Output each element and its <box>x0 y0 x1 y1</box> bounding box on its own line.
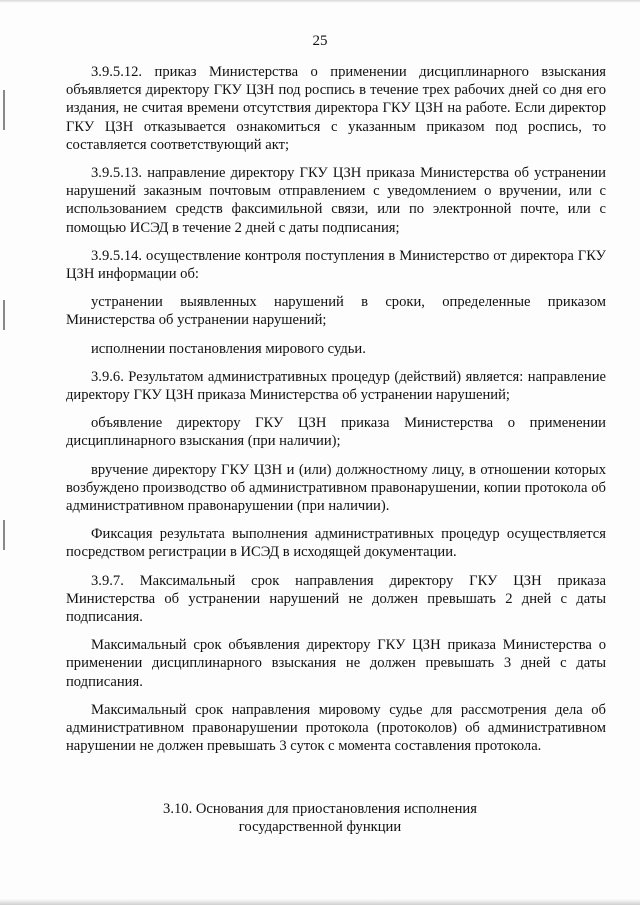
section-heading-line: 3.10. Основания для приостановления исполнения <box>163 801 477 817</box>
paragraph-3-9-5-14: 3.9.5.14. осуществление контроля поступления в Министерство от директора ГКУ ЦЗН информации об: <box>66 247 606 283</box>
paragraph-list-item: вручение директору ГКУ ЦЗН и (или) должностному лицу, в отношении которых возбуждено производство об административном правонарушении, копии протокола об административном правонарушении (при наличии). <box>66 461 606 515</box>
paragraph-list-item: исполнении постановления мирового судьи. <box>91 340 366 357</box>
paragraph-list-item: устранении выявленных нарушений в сроки, определенные приказом Министерства об устранении нарушений; <box>66 294 606 329</box>
paragraph-list-item: объявление директору ГКУ ЦЗН приказа Министерства о применении дисциплинарного взыскания (при наличии); <box>66 415 606 450</box>
paragraph-3-9-7: 3.9.7. Максимальный срок направления директору ГКУ ЦЗН приказа Министерства об устранении нарушений не должен превышать 2 дней с даты подписания. <box>66 572 606 626</box>
section-heading-line: государственной функции <box>238 819 402 836</box>
scan-bottom-edge <box>0 899 640 905</box>
paragraph-3-9-5-13: 3.9.5.13. направление директору ГКУ ЦЗН приказа Министерства об устранении нарушений заказным почтовым отправлением с уведомлением о вручении, или с использованием средств факсимильной связи, или по электронной почте, или с помощью ИСЭД в течение 2 дней с даты подписания; <box>66 165 606 236</box>
scan-margin-mark <box>3 90 5 130</box>
paragraph-3-9-5-12: 3.9.5.12. приказ Министерства о применении дисциплинарного взыскания объявляется директору ГКУ ЦЗН под роспись в течение трех рабочих дней со дня его издания, не считая времени отсутствия директора ГКУ ЦЗН на работе. Если директор ГКУ ЦЗН отказывается ознакомиться с указанным приказом под роспись, то составляется соответствующий акт; <box>66 64 606 153</box>
section-heading <box>0 800 640 837</box>
paragraph-max-term: Максимальный срок направления мировому судье для рассмотрения дела об административном правонарушении протокола (протоколов) об административном нарушении не должен превышать 3 суток с момента составления протокола. <box>66 701 606 755</box>
document-body <box>66 63 606 766</box>
page-number: 25 <box>312 33 328 49</box>
paragraph-max-term: Максимальный срок объявления директору ГКУ ЦЗН приказа Министерства о применении дисциплинарного взыскания не должен превышать 3 дней с даты подписания. <box>66 637 606 690</box>
scan-top-edge <box>0 0 640 3</box>
paragraph-3-9-6: 3.9.6. Результатом административных процедур (действий) является: направление директору ГКУ ЦЗН приказа Министерства об устранении нарушений; <box>66 368 606 404</box>
paragraph-fixation: Фиксация результата выполнения административных процедур осуществляется посредством регистрации в ИСЭД в исходящей документации. <box>66 526 606 561</box>
scan-margin-mark <box>3 300 5 330</box>
scan-margin-mark <box>3 520 5 550</box>
